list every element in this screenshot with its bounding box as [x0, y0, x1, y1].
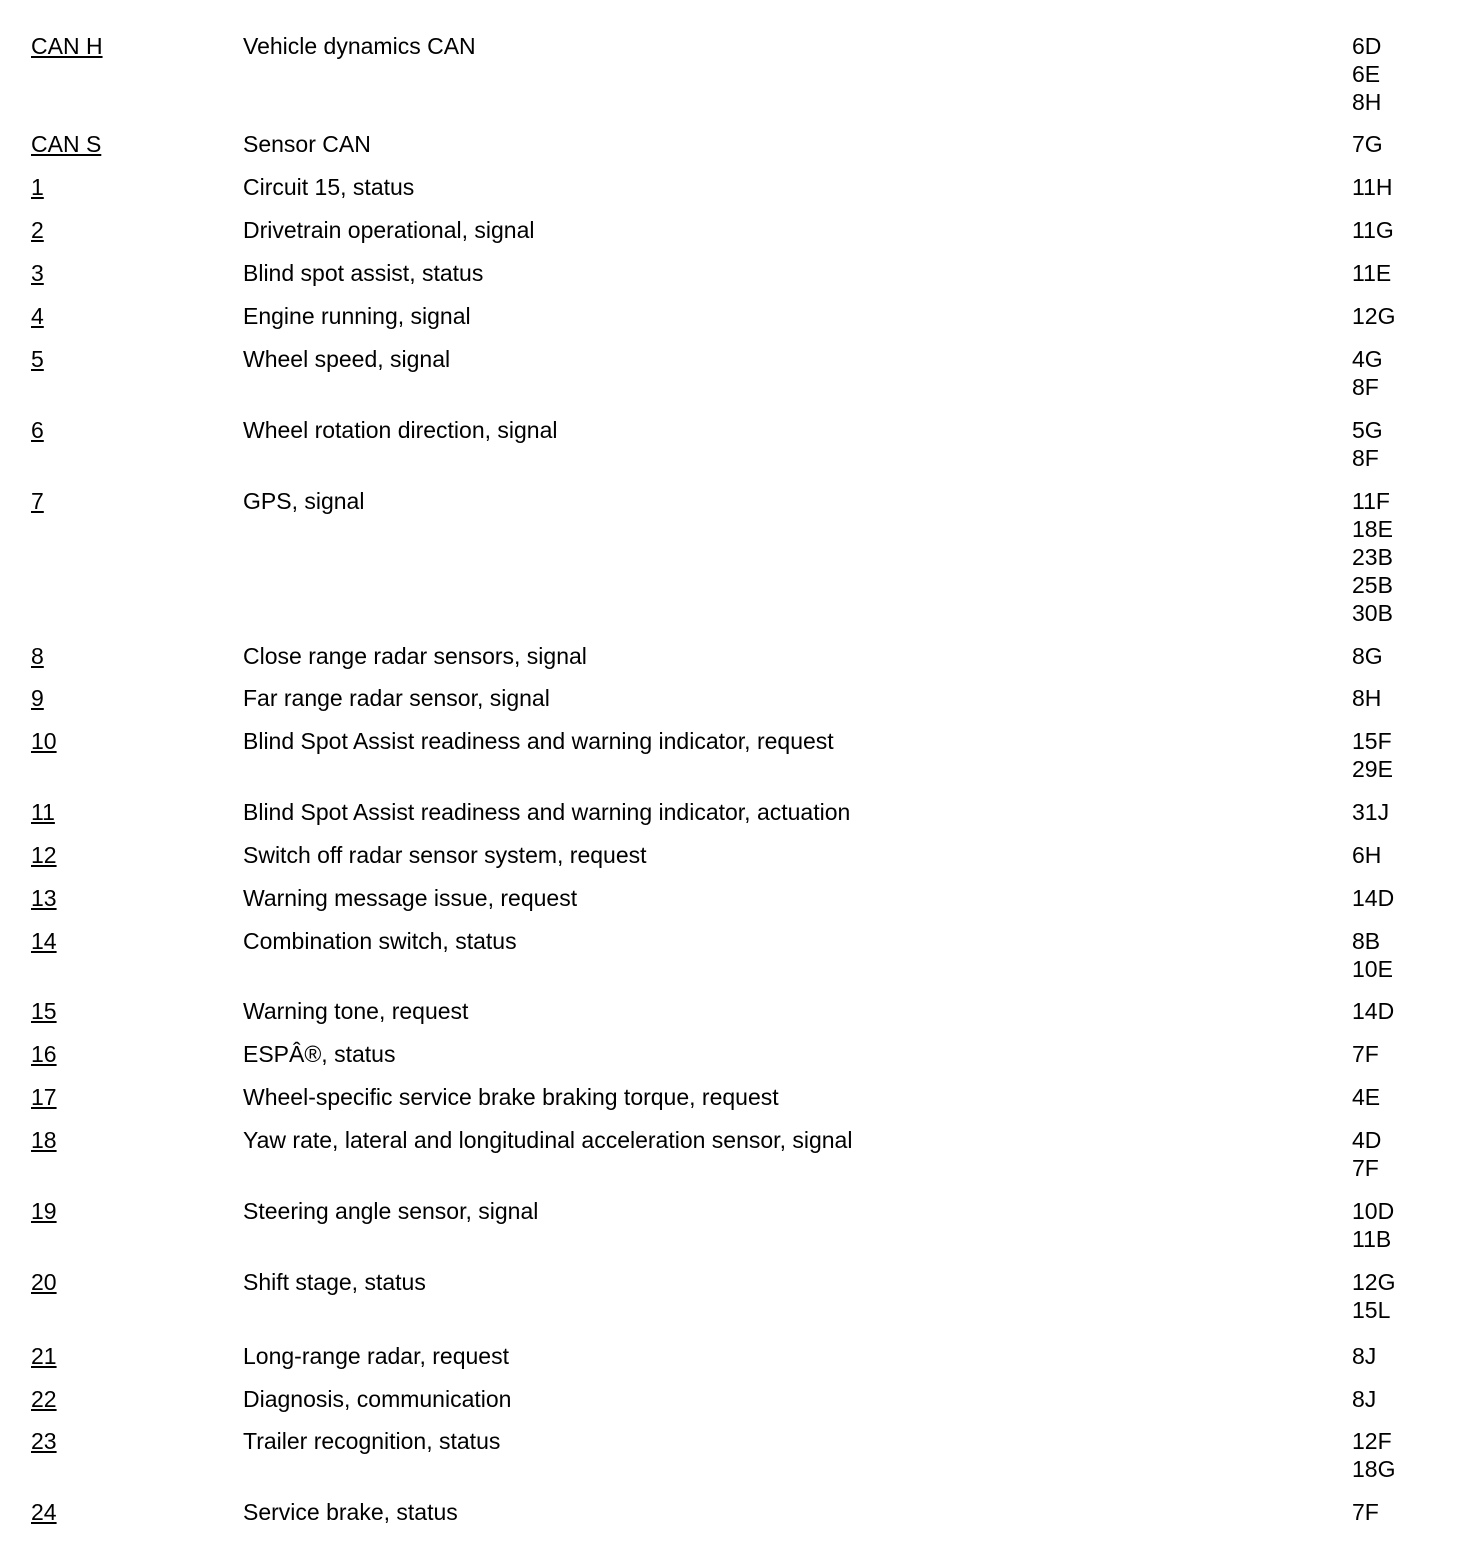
grid-reference: 10E	[1352, 956, 1393, 982]
grid-reference: 11G	[1352, 217, 1394, 243]
grid-reference-list	[1352, 302, 1451, 330]
legend-row	[31, 1427, 1451, 1483]
signal-key-link[interactable]: 8	[31, 643, 44, 669]
grid-reference: 12F	[1352, 1428, 1392, 1454]
grid-reference: 18G	[1352, 1456, 1396, 1482]
grid-reference: 15L	[1352, 1297, 1391, 1323]
legend-row	[31, 1126, 1451, 1182]
grid-reference: 11H	[1352, 174, 1393, 200]
grid-reference: 8H	[1352, 685, 1382, 711]
signal-description: GPS, signal	[243, 488, 365, 514]
signal-description: Blind Spot Assist readiness and warning indicator, actuation	[243, 799, 851, 825]
grid-reference: 18E	[1352, 516, 1393, 542]
grid-reference: 7F	[1352, 1499, 1379, 1525]
signal-key-link[interactable]: 2	[31, 217, 44, 243]
legend-row	[31, 1197, 1451, 1253]
grid-reference-list	[1352, 884, 1451, 912]
signal-key-link[interactable]: 18	[31, 1127, 57, 1153]
signal-description: Wheel speed, signal	[243, 346, 451, 372]
grid-reference: 7G	[1352, 131, 1383, 157]
signal-description: Drivetrain operational, signal	[243, 217, 535, 243]
grid-reference-list	[1352, 1197, 1451, 1253]
signal-description: Circuit 15, status	[243, 174, 415, 200]
legend-row	[31, 173, 1451, 201]
signal-key-link[interactable]: 6	[31, 417, 44, 443]
grid-reference: 8H	[1352, 89, 1382, 115]
grid-reference-list	[1352, 727, 1451, 783]
grid-reference-list	[1352, 997, 1451, 1025]
grid-reference: 4G	[1352, 346, 1383, 372]
signal-description: Trailer recognition, status	[243, 1428, 501, 1454]
grid-reference-list	[1352, 927, 1451, 983]
signal-description: Blind Spot Assist readiness and warning indicator, request	[243, 728, 834, 754]
grid-reference: 7F	[1352, 1041, 1379, 1067]
signal-description: Switch off radar sensor system, request	[243, 842, 647, 868]
signal-key-link[interactable]: 14	[31, 928, 57, 954]
signal-description: Combination switch, status	[243, 928, 517, 954]
grid-reference: 6H	[1352, 842, 1382, 868]
grid-reference-list	[1352, 1385, 1451, 1413]
grid-reference: 30B	[1352, 600, 1393, 626]
legend-row	[31, 1385, 1451, 1413]
legend-row	[31, 642, 1451, 670]
signal-key-link[interactable]: 22	[31, 1386, 57, 1412]
grid-reference-list	[1352, 130, 1451, 158]
grid-reference-list	[1352, 841, 1451, 869]
signal-key-link[interactable]: 19	[31, 1198, 57, 1224]
signal-description: Wheel rotation direction, signal	[243, 417, 558, 443]
legend-row	[31, 216, 1451, 244]
signal-description: Engine running, signal	[243, 303, 471, 329]
legend-row	[31, 1498, 1451, 1526]
grid-reference: 14D	[1352, 998, 1395, 1024]
signal-key-link[interactable]: 4	[31, 303, 44, 329]
signal-description: Yaw rate, lateral and longitudinal acceleration sensor, signal	[243, 1127, 853, 1153]
legend-row	[31, 259, 1451, 287]
signal-key-link[interactable]: 20	[31, 1269, 57, 1295]
signal-key-link[interactable]: 11	[31, 799, 55, 825]
grid-reference-list	[1352, 1268, 1451, 1324]
grid-reference: 6E	[1352, 61, 1381, 87]
signal-key-link[interactable]: 7	[31, 488, 44, 514]
legend-row	[31, 727, 1451, 783]
grid-reference: 8J	[1352, 1386, 1377, 1412]
signal-key-link[interactable]: 5	[31, 346, 44, 372]
grid-reference-list	[1352, 1342, 1451, 1370]
legend-row	[31, 1342, 1451, 1370]
grid-reference: 29E	[1352, 756, 1393, 782]
legend-row	[31, 798, 1451, 826]
legend-row	[31, 1083, 1451, 1111]
legend-row	[31, 1040, 1451, 1068]
grid-reference: 11B	[1352, 1226, 1392, 1252]
legend-row	[31, 302, 1451, 330]
grid-reference-list	[1352, 259, 1451, 287]
grid-reference: 25B	[1352, 572, 1393, 598]
grid-reference: 11F	[1352, 488, 1390, 514]
signal-key-link[interactable]: 10	[31, 728, 57, 754]
grid-reference: 8G	[1352, 643, 1383, 669]
signal-key-link[interactable]: 24	[31, 1499, 57, 1525]
legend-row	[31, 927, 1451, 983]
legend-row	[31, 130, 1451, 158]
signal-key-link[interactable]: 1	[31, 174, 44, 200]
grid-reference: 11E	[1352, 260, 1392, 286]
grid-reference: 12G	[1352, 1269, 1396, 1295]
grid-reference-list	[1352, 216, 1451, 244]
signal-description: Service brake, status	[243, 1499, 458, 1525]
signal-description: Vehicle dynamics CAN	[243, 33, 476, 59]
grid-reference-list	[1352, 487, 1451, 627]
legend-row	[31, 345, 1451, 401]
grid-reference-list	[1352, 684, 1451, 712]
legend-row	[31, 884, 1451, 912]
grid-reference-list	[1352, 416, 1451, 472]
signal-key-link[interactable]: 3	[31, 260, 44, 286]
grid-reference: 23B	[1352, 544, 1393, 570]
signal-description: Shift stage, status	[243, 1269, 426, 1295]
legend-row	[31, 416, 1451, 472]
grid-reference-list	[1352, 1427, 1451, 1483]
signal-description: ESPÂ®, status	[243, 1041, 396, 1067]
legend-row	[31, 32, 1451, 116]
signal-description: Steering angle sensor, signal	[243, 1198, 539, 1224]
grid-reference: 8B	[1352, 928, 1381, 954]
grid-reference-list	[1352, 1083, 1451, 1111]
legend-row	[31, 997, 1451, 1025]
legend-row	[31, 841, 1451, 869]
grid-reference-list	[1352, 173, 1451, 201]
grid-reference-list	[1352, 345, 1451, 401]
signal-key-link[interactable]: 12	[31, 842, 57, 868]
signal-description: Long-range radar, request	[243, 1343, 509, 1369]
signal-key-link[interactable]: 17	[31, 1084, 57, 1110]
signal-key-link[interactable]: 16	[31, 1041, 57, 1067]
grid-reference: 8F	[1352, 374, 1379, 400]
signal-legend-table	[31, 32, 1451, 1526]
signal-key-link[interactable]: 13	[31, 885, 57, 911]
grid-reference-list	[1352, 32, 1451, 116]
legend-row	[31, 1268, 1451, 1324]
signal-description: Wheel-specific service brake braking torque, request	[243, 1084, 779, 1110]
grid-reference: 6D	[1352, 33, 1382, 59]
grid-reference: 4D	[1352, 1127, 1382, 1153]
legend-row	[31, 487, 1451, 627]
signal-key-link[interactable]: 23	[31, 1428, 57, 1454]
grid-reference: 8J	[1352, 1343, 1377, 1369]
grid-reference: 5G	[1352, 417, 1383, 443]
signal-description: Sensor CAN	[243, 131, 371, 157]
signal-key-link[interactable]: 21	[31, 1343, 57, 1369]
grid-reference-list	[1352, 1126, 1451, 1182]
signal-description: Warning message issue, request	[243, 885, 578, 911]
signal-key-link[interactable]: 9	[31, 685, 44, 711]
grid-reference-list	[1352, 642, 1451, 670]
grid-reference: 4E	[1352, 1084, 1381, 1110]
grid-reference-list	[1352, 798, 1451, 826]
signal-description: Warning tone, request	[243, 998, 469, 1024]
grid-reference: 31J	[1352, 799, 1390, 825]
grid-reference-list	[1352, 1498, 1451, 1526]
grid-reference: 12G	[1352, 303, 1396, 329]
grid-reference: 15F	[1352, 728, 1392, 754]
grid-reference: 10D	[1352, 1198, 1395, 1224]
grid-reference: 7F	[1352, 1155, 1379, 1181]
grid-reference: 8F	[1352, 445, 1379, 471]
signal-key-link[interactable]: CAN S	[31, 131, 102, 157]
signal-description: Blind spot assist, status	[243, 260, 484, 286]
grid-reference-list	[1352, 1040, 1451, 1068]
legend-row	[31, 684, 1451, 712]
signal-key-link[interactable]: 15	[31, 998, 57, 1024]
signal-key-link[interactable]: CAN H	[31, 33, 103, 59]
grid-reference: 14D	[1352, 885, 1395, 911]
signal-description: Far range radar sensor, signal	[243, 685, 550, 711]
signal-description: Close range radar sensors, signal	[243, 643, 587, 669]
signal-description: Diagnosis, communication	[243, 1386, 512, 1412]
